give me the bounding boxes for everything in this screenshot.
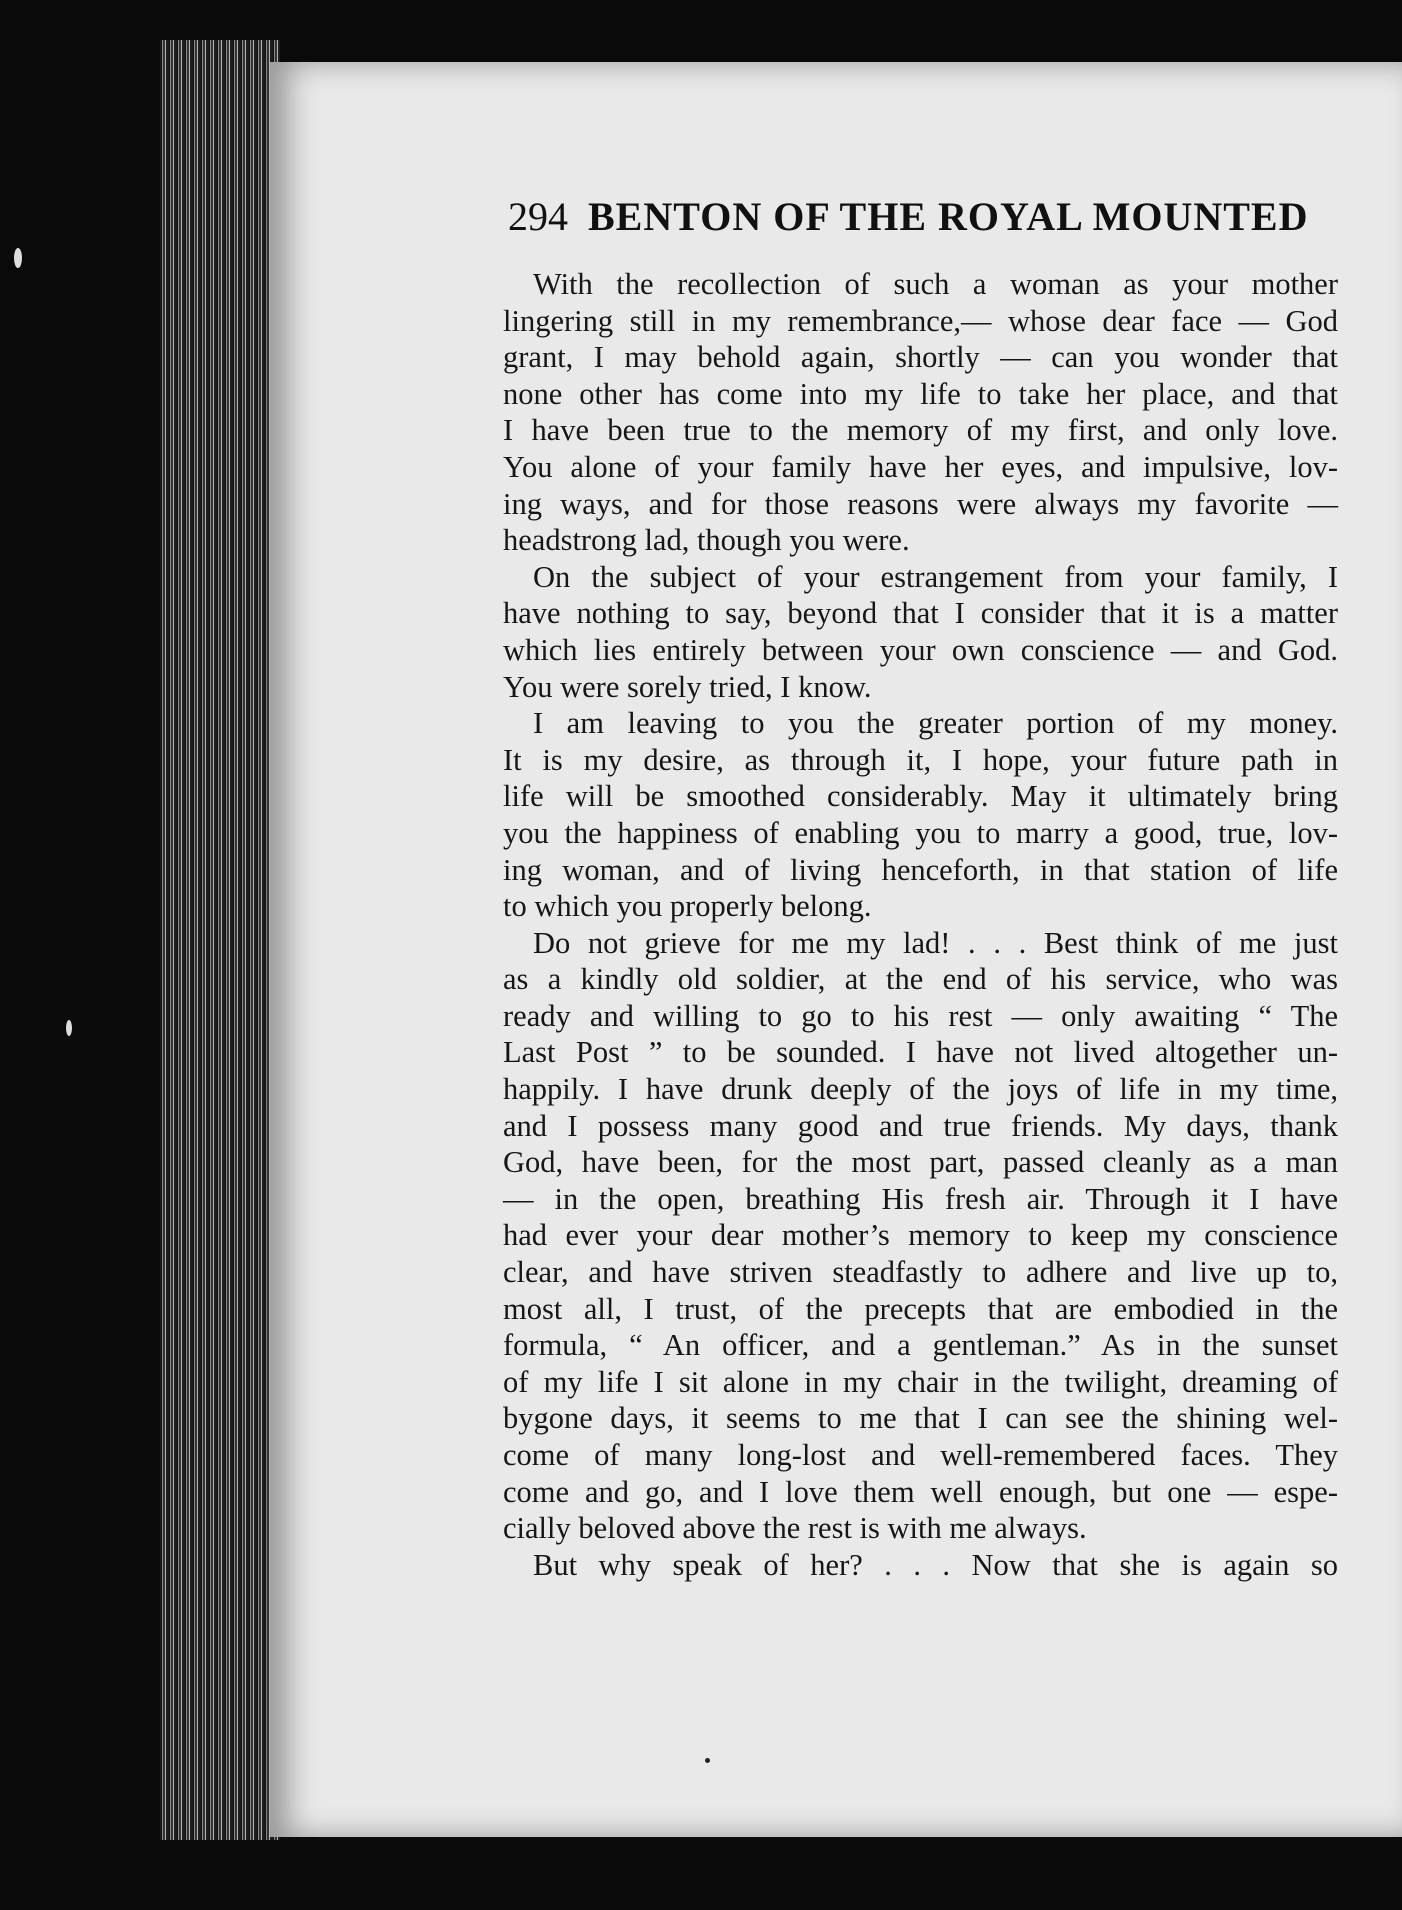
text-line: to which you properly belong. bbox=[503, 889, 872, 924]
text-line: ready and willing to go to his rest — only awaiting “ The bbox=[503, 998, 1338, 1033]
text-line: and I possess many good and true friends. My days, thank bbox=[503, 1108, 1338, 1143]
text-line: had ever your dear mother’s memory to keep my conscience bbox=[503, 1218, 1338, 1253]
text-line: as a kindly old soldier, at the end of his service, who was bbox=[503, 962, 1338, 997]
text-line: cially beloved above the rest is with me always. bbox=[503, 1511, 1087, 1546]
text-line: headstrong lad, though you were. bbox=[503, 523, 910, 558]
text-line: of my life I sit alone in my chair in the twilight, dreaming of bbox=[503, 1364, 1338, 1399]
text-line: life will be smoothed considerably. May it ultimately bring bbox=[503, 779, 1338, 814]
text-line: — in the open, breathing His fresh air. Through it I have bbox=[503, 1181, 1338, 1216]
text-line: God, have been, for the most part, passed cleanly as a man bbox=[503, 1145, 1338, 1180]
running-title: BENTON OF THE ROYAL MOUNTED bbox=[588, 194, 1309, 239]
scan-speck bbox=[66, 1020, 72, 1036]
text-line: come and go, and I love them well enough, but one — espe- bbox=[503, 1474, 1338, 1509]
text-line: which lies entirely between your own conscience — and God. bbox=[503, 632, 1338, 667]
text-line: clear, and have striven steadfastly to adhere and live up to, bbox=[503, 1255, 1338, 1290]
text-line: Do not grieve for me my lad! . . . Best think of me just bbox=[533, 925, 1338, 960]
text-line: Last Post ” to be sounded. I have not lived altogether un- bbox=[503, 1035, 1338, 1070]
text-line: With the recollection of such a woman as your mother bbox=[533, 267, 1338, 301]
text-line: bygone days, it seems to me that I can see the shining wel- bbox=[503, 1401, 1338, 1436]
text-line: You alone of your family have her eyes, and impulsive, lov- bbox=[503, 449, 1338, 484]
text-line: formula, “ An officer, and a gentleman.” As in the sunset bbox=[503, 1328, 1338, 1363]
text-line: happily. I have drunk deeply of the joys of life in my time, bbox=[503, 1072, 1338, 1107]
text-line: you the happiness of enabling you to marry a good, true, lov- bbox=[503, 815, 1338, 850]
book-spine-edge bbox=[160, 40, 280, 1840]
text-line: You were sorely tried, I know. bbox=[503, 669, 872, 704]
text-line: grant, I may behold again, shortly — can you wonder that bbox=[503, 340, 1338, 375]
page-number: 294 bbox=[508, 194, 568, 239]
text-line: On the subject of your estrangement from your family, I bbox=[533, 559, 1338, 594]
text-line: lingering still in my remembrance,— whose dear face — God bbox=[503, 303, 1338, 338]
text-line: come of many long-lost and well-remembered faces. They bbox=[503, 1438, 1338, 1472]
scan-speck bbox=[14, 248, 22, 268]
running-header bbox=[508, 193, 1338, 240]
text-line: But why speak of her? . . . Now that she is again so bbox=[533, 1547, 1338, 1582]
text-line: ing woman, and of living henceforth, in that station of life bbox=[503, 852, 1338, 887]
letter-body bbox=[503, 266, 1338, 1583]
text-line: It is my desire, as through it, I hope, your future path in bbox=[503, 742, 1338, 777]
text-line: I am leaving to you the greater portion of my money. bbox=[533, 706, 1338, 741]
text-line: I have been true to the memory of my first, and only love. bbox=[503, 413, 1338, 448]
text-line: ing ways, and for those reasons were always my favorite — bbox=[503, 486, 1338, 521]
text-line: none other has come into my life to take her place, and that bbox=[503, 376, 1338, 411]
text-line: have nothing to say, beyond that I consider that it is a matter bbox=[503, 596, 1338, 631]
text-line: most all, I trust, of the precepts that are embodied in the bbox=[503, 1291, 1338, 1326]
scan-speck bbox=[705, 1758, 710, 1763]
